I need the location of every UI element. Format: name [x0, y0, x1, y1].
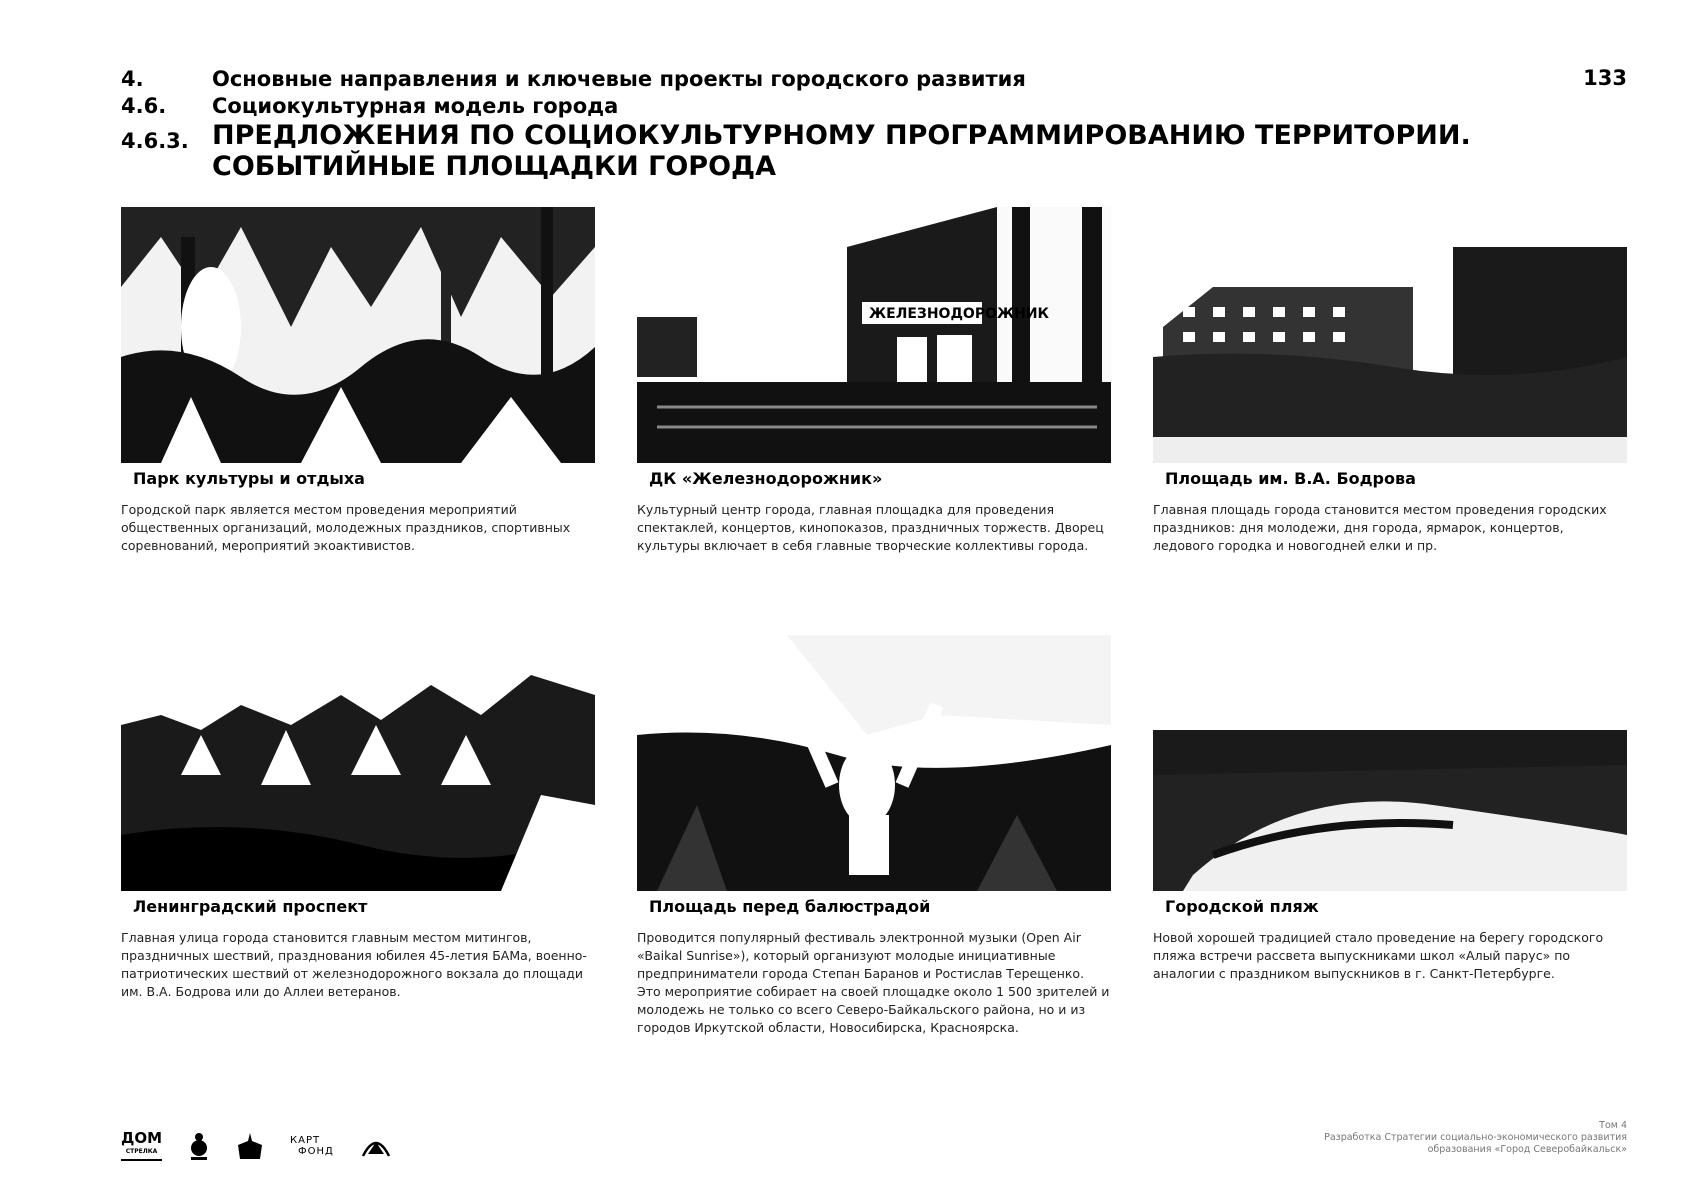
- photo-balustrade: [637, 635, 1111, 891]
- page-number: 133: [1583, 66, 1627, 90]
- photo-dk-image: [637, 207, 1111, 463]
- section-title: Социокультурная модель города: [212, 94, 619, 118]
- photo-leningradsky: [121, 635, 595, 891]
- region-emblem-icon: [188, 1131, 210, 1161]
- photo-park: [121, 207, 595, 463]
- mountain-emblem-icon: [360, 1130, 392, 1162]
- caption-beach: Городской пляж: [1165, 897, 1319, 916]
- chapter-number: 4.: [121, 67, 144, 91]
- dk-sign-text: ЖЕЛЕЗНОДОРОЖНИК: [869, 306, 1050, 322]
- footer-line-3: образования «Город Северобайкальск»: [1427, 1144, 1627, 1155]
- footer-line-1: Том 4: [1599, 1120, 1627, 1131]
- subsection-number: 4.6.3.: [121, 129, 189, 153]
- caption-park: Парк культуры и отдыха: [133, 469, 365, 488]
- description-dk: Культурный центр города, главная площадка для проведения спектаклей, концертов, кинопоказов, праздничных торжеств. Дворец культуры включает в себя главные творческие коллективы города.: [637, 502, 1104, 553]
- section-number: 4.6.: [121, 94, 167, 118]
- card-leningradsky: [121, 635, 595, 1001]
- footer-line-2: Разработка Стратегии социально-экономического развития: [1324, 1132, 1627, 1143]
- dom-strelka-logo: [121, 1131, 162, 1161]
- photo-bodrov-square: [1153, 207, 1627, 463]
- caption-balustrade: Площадь перед балюстрадой: [649, 897, 931, 916]
- page-title: ПРЕДЛОЖЕНИЯ ПО СОЦИОКУЛЬТУРНОМУ ПРОГРАММИРОВАНИЮ ТЕРРИТОРИИ.: [212, 120, 1471, 151]
- page-title-line2: СОБЫТИЙНЫЕ ПЛОЩАДКИ ГОРОДА: [212, 151, 776, 182]
- kart-logo-top: КАРТ: [290, 1135, 321, 1146]
- page-footer: [1207, 1120, 1627, 1156]
- photo-park-image: [121, 207, 595, 463]
- photo-balustrade-image: [637, 635, 1111, 891]
- photo-beach-image: [1153, 635, 1627, 891]
- description-balustrade: Проводится популярный фестиваль электронной музыки (Open Air «Baikal Sunrise»), который организуют молодые инициативные предприниматели города Степан Баранов и Ростислав Терещенко. Это мероприятие собирает на своей площадке около 1 500 зрителей и молодежь не только со всего Северо-Байкальского района, но и из городов Иркутской области, Новосибирска, Красноярска.: [637, 930, 1110, 1035]
- card-park: [121, 207, 595, 555]
- caption-leningradsky: Ленинградский проспект: [133, 897, 368, 916]
- description-park: Городской парк является местом проведения мероприятий общественных организаций, молодежных праздников, спортивных соревнований, мероприятий экоактивистов.: [121, 502, 571, 553]
- card-balustrade: [637, 635, 1111, 1037]
- photo-dk: [637, 207, 1111, 463]
- card-beach: [1153, 635, 1627, 983]
- city-emblem-icon: [236, 1131, 264, 1161]
- caption-dk: ДК «Железнодорожник»: [649, 469, 883, 488]
- photo-beach: [1153, 635, 1627, 891]
- kart-fond-logo: [290, 1135, 334, 1157]
- card-bodrov-square: [1153, 207, 1627, 555]
- dom-logo-bottom: СТРЕЛКА: [125, 1148, 158, 1155]
- description-beach: Новой хорошей традицией стало проведение на берегу городского пляжа встречи рассвета выпускниками школ «Алый парус» по аналогии с праздником выпускников в г. Санкт-Петербурге.: [1153, 930, 1604, 981]
- kart-logo-bottom: ФОНД: [298, 1146, 334, 1157]
- caption-bodrov-square: Площадь им. В.А. Бодрова: [1165, 469, 1416, 488]
- chapter-title: Основные направления и ключевые проекты городского развития: [212, 67, 1026, 91]
- card-dk: [637, 207, 1111, 555]
- photo-bodrov-square-image: [1153, 207, 1627, 463]
- dom-logo-top: ДОМ: [121, 1129, 163, 1147]
- description-bodrov-square: Главная площадь города становится местом проведения городских праздников: дня молодежи, дня города, ярмарок, концертов, ледового городка и новогодней елки и пр.: [1153, 502, 1607, 553]
- photo-leningradsky-image: [121, 635, 595, 891]
- partner-logos: [121, 1128, 392, 1164]
- description-leningradsky: Главная улица города становится главным местом митингов, праздничных шествий, празднования юбилея 45-летия БАМа, военно-патриотических шествий от железнодорожного вокзала до площади им. В.А. Бодрова или до Аллеи ветеранов.: [121, 930, 587, 999]
